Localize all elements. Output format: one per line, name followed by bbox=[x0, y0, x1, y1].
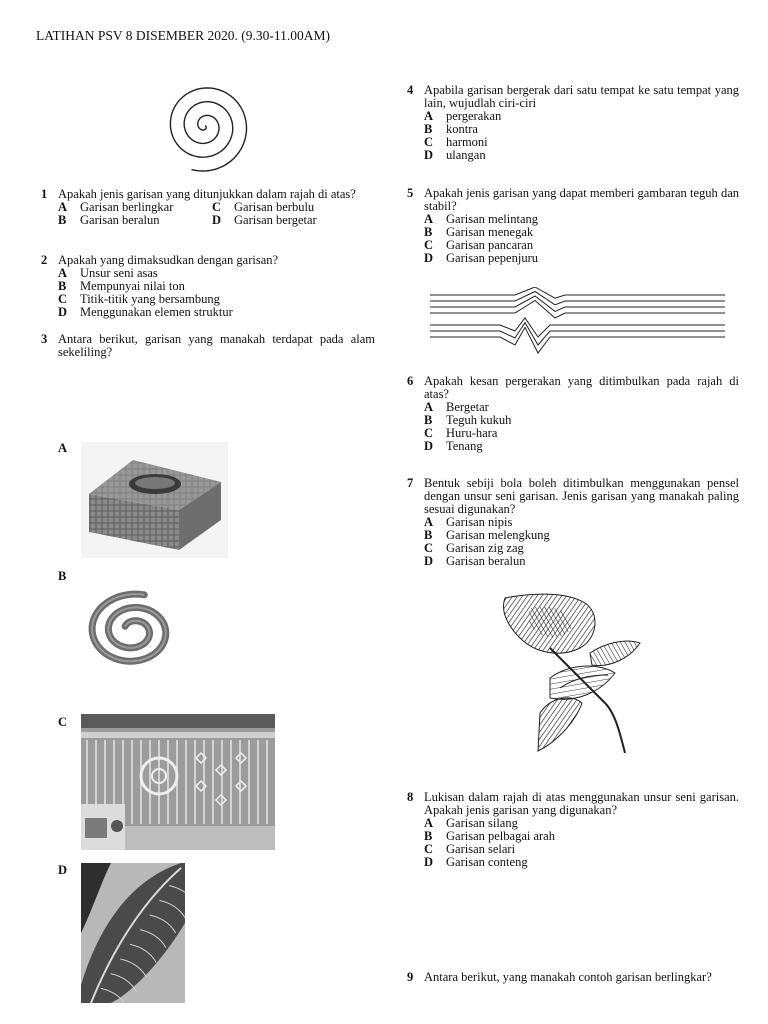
question-5: 5 Apakah jenis garisan yang dapat memberi gambaran teguh dan stabil? A Garisan melintang B Garisan menegak C Garisan pancaran D Garisan pepenjuru bbox=[407, 186, 739, 265]
question-1: 1 Apakah jenis garisan yang ditunjukkan dalam rajah di atas? A Garisan berlingkar C Garisan berbulu B Garisan beralun D Garisan bergetar bbox=[41, 188, 375, 227]
tissue-box-image[interactable] bbox=[81, 442, 228, 558]
option-a[interactable]: A Garisan berlingkar bbox=[58, 200, 174, 214]
leaf-image[interactable] bbox=[81, 863, 185, 1003]
question-2: 2 Apakah yang dimaksudkan dengan garisan? A Unsur seni asas B Mempunyai nilai ton C Titik-titik yang bersambung D Menggunakan elemen struktur bbox=[41, 254, 375, 319]
rose-drawing-figure bbox=[490, 593, 650, 753]
question-stem: Apakah yang dimaksudkan dengan garisan? bbox=[58, 253, 279, 267]
mosquito-coil-image[interactable] bbox=[81, 585, 191, 685]
option-b[interactable]: B Garisan beralun bbox=[58, 213, 160, 227]
question-3: 3 Antara berikut, garisan yang manakah terdapat pada alam sekeliling? bbox=[41, 332, 375, 359]
option-a[interactable]: A Garisan melintang bbox=[424, 212, 538, 226]
page-title: LATIHAN PSV 8 DISEMBER 2020. (9.30-11.00AM) bbox=[36, 28, 331, 43]
option-c[interactable]: C Titik-titik yang bersambung bbox=[58, 292, 220, 306]
option-c[interactable]: C Huru-hara bbox=[424, 426, 498, 440]
option-c[interactable]: C Garisan selari bbox=[424, 842, 516, 856]
question-8: 8 Lukisan dalam rajah di atas menggunakan unsur seni garisan. Apakah jenis garisan yang digunakan? A Garisan silang B Garisan pelbagai arah C Garisan selari D Garisan conteng bbox=[407, 790, 739, 869]
question-6: 6 Apakah kesan pergerakan yang ditimbulkan pada rajah di atas? A Bergetar B Teguh kukuh C Huru-hara D Tenang bbox=[407, 374, 739, 453]
question-9: 9 Antara berikut, yang manakah contoh garisan berlingkar? bbox=[407, 968, 739, 987]
option-d[interactable]: D Garisan pepenjuru bbox=[424, 251, 538, 265]
option-d[interactable]: D ulangan bbox=[424, 148, 486, 162]
question-stem: Bentuk sebiji bola boleh ditimbulkan menggunakan pensel dengan unsur seni garisan. Jenis garisan yang manakah paling sesuai digunakan? bbox=[424, 476, 739, 516]
option-c[interactable]: C harmoni bbox=[424, 135, 488, 149]
option-b[interactable]: B Garisan menegak bbox=[424, 225, 534, 239]
spiral-figure bbox=[155, 82, 255, 174]
image-option-d-label: D bbox=[58, 863, 68, 877]
question-stem: Antara berikut, garisan yang manakah terdapat pada alam sekeliling? bbox=[58, 332, 375, 359]
option-d[interactable]: D Garisan conteng bbox=[424, 855, 528, 869]
option-b[interactable]: B Garisan pelbagai arah bbox=[424, 829, 555, 843]
option-a[interactable]: A Unsur seni asas bbox=[58, 266, 158, 280]
gate-image[interactable] bbox=[81, 714, 275, 850]
option-c[interactable]: C Garisan berbulu bbox=[212, 200, 315, 214]
option-a[interactable]: A Garisan silang bbox=[424, 816, 518, 830]
option-a[interactable]: A Bergetar bbox=[424, 400, 489, 414]
image-option-b-label: B bbox=[58, 569, 67, 583]
option-b[interactable]: B Garisan melengkung bbox=[424, 528, 550, 542]
question-stem: Apakah jenis garisan yang dapat memberi gambaran teguh dan stabil? bbox=[424, 186, 739, 213]
zigzag-lines-figure bbox=[430, 287, 725, 355]
option-a[interactable]: A Garisan nipis bbox=[424, 515, 513, 529]
option-d[interactable]: D Menggunakan elemen struktur bbox=[58, 305, 233, 319]
option-c[interactable]: C Garisan pancaran bbox=[424, 238, 534, 252]
question-stem: Antara berikut, yang manakah contoh garisan berlingkar? bbox=[424, 970, 712, 984]
question-stem: Apakah kesan pergerakan yang ditimbulkan pada rajah di atas? bbox=[424, 374, 739, 401]
question-stem: Apakah jenis garisan yang ditunjukkan dalam rajah di atas? bbox=[58, 187, 356, 201]
option-c[interactable]: C Garisan zig zag bbox=[424, 541, 524, 555]
option-d[interactable]: D Garisan bergetar bbox=[212, 213, 317, 227]
question-7: 7 Bentuk sebiji bola boleh ditimbulkan menggunakan pensel dengan unsur seni garisan. Jenis garisan yang manakah paling sesuai digunakan? A Garisan nipis B Garisan melengkung C Garisan zig zag D Garisan beralun bbox=[407, 476, 739, 568]
option-b[interactable]: B kontra bbox=[424, 122, 478, 136]
question-stem: Apabila garisan bergerak dari satu tempat ke satu tempat yang lain, wujudlah ciri-ciri bbox=[424, 83, 739, 110]
option-d[interactable]: D Tenang bbox=[424, 439, 483, 453]
question-stem: Lukisan dalam rajah di atas menggunakan unsur seni garisan. Apakah jenis garisan yang digunakan? bbox=[424, 790, 739, 817]
option-d[interactable]: D Garisan beralun bbox=[424, 554, 526, 568]
option-b[interactable]: B Teguh kukuh bbox=[424, 413, 512, 427]
image-option-a-label: A bbox=[58, 441, 68, 455]
option-a[interactable]: A pergerakan bbox=[424, 109, 502, 123]
option-b[interactable]: B Mempunyai nilai ton bbox=[58, 279, 185, 293]
image-option-c-label: C bbox=[58, 715, 68, 729]
question-4: 4 Apabila garisan bergerak dari satu tempat ke satu tempat yang lain, wujudlah ciri-ciri A pergerakan B kontra C harmoni D ulangan bbox=[407, 83, 739, 162]
